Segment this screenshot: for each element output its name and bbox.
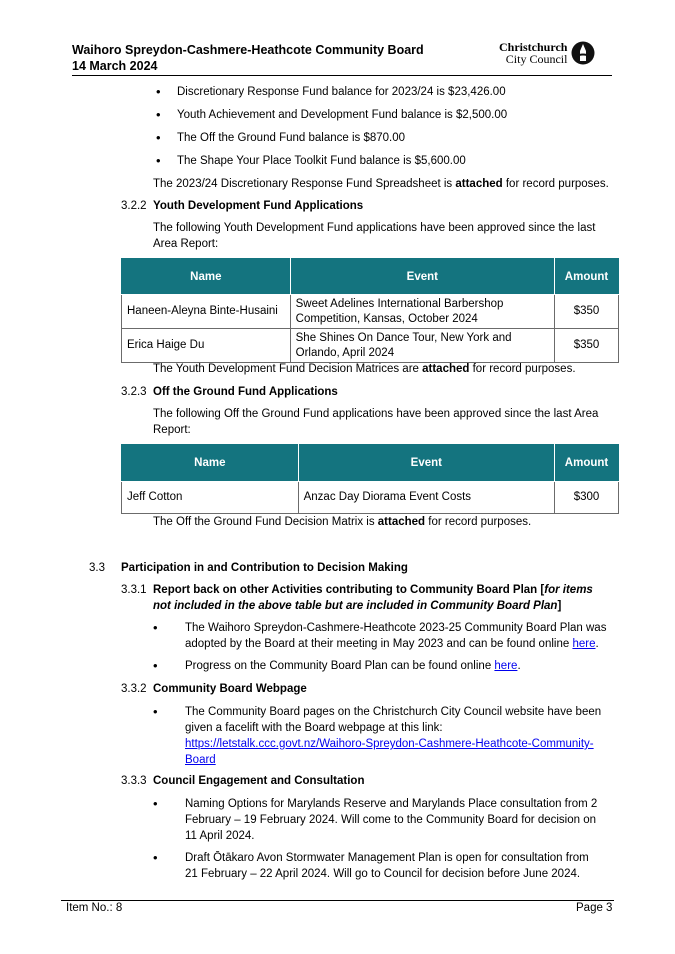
column-header-amount: Amount: [555, 445, 619, 482]
applicant-name: Haneen-Aleyna Binte-Husaini: [122, 295, 291, 329]
amount: $300: [555, 482, 619, 514]
section-intro: The following Off the Ground Fund applications have been approved since the last Area Report:: [153, 408, 599, 436]
logo-line2: City Council: [505, 52, 568, 66]
section-number: 3.3.2: [121, 683, 147, 695]
page-number: Page 3: [576, 902, 613, 914]
list-item: Naming Options for Marylands Reserve and Marylands Place consultation from 2 February – 19 February 2024. Will come to the Community Board for decision on 11 April 2024.: [185, 798, 598, 842]
section-heading: Participation in and Contribution to Decision Making: [121, 562, 408, 574]
bullet-icon: •: [153, 704, 158, 719]
section-number: 3.2.3: [121, 386, 147, 398]
column-header-amount: Amount: [555, 259, 619, 295]
section-heading: Report back on other Activities contributing to Community Board Plan [for items not included in the above table but are included in Community Board Plan]: [153, 584, 593, 612]
list-item: The Shape Your Place Toolkit Fund balance is $5,600.00: [177, 155, 466, 167]
section-number: 3.2.2: [121, 200, 147, 212]
bullet-icon: •: [156, 107, 161, 122]
column-header-event: Event: [290, 259, 554, 295]
header-divider: [72, 75, 612, 76]
applicant-name: Erica Haige Du: [122, 329, 291, 363]
off-ground-fund-table: [121, 444, 619, 514]
list-item: Discretionary Response Fund balance for 2023/24 is $23,426.00: [177, 86, 506, 98]
board-webpage-link[interactable]: https://letstalk.ccc.govt.nz/Waihoro-Spreydon-Cashmere-Heathcote-Community- Board: [185, 738, 594, 766]
event-description: Anzac Day Diorama Event Costs: [298, 482, 554, 514]
applicant-name: Jeff Cotton: [122, 482, 299, 514]
bullet-icon: •: [153, 796, 158, 811]
table-row: [122, 329, 619, 363]
board-plan-progress-link[interactable]: here: [494, 660, 518, 672]
section-heading: Council Engagement and Consultation: [153, 775, 365, 787]
section-intro: The following Youth Development Fund applications have been approved since the last Area Report:: [153, 222, 596, 250]
event-description: Sweet Adelines International Barbershop Competition, Kansas, October 2024: [290, 295, 554, 329]
section-number: 3.3.3: [121, 775, 147, 787]
table-row: [122, 482, 619, 514]
bullet-icon: •: [153, 658, 158, 673]
youth-fund-note: The Youth Development Fund Decision Matrices are attached for record purposes.: [153, 363, 576, 375]
bullet-icon: •: [156, 153, 161, 168]
section-number: 3.3: [89, 562, 105, 574]
column-header-event: Event: [298, 445, 554, 482]
list-item: The Off the Ground Fund balance is $870.00: [177, 132, 406, 144]
column-header-name: Name: [122, 445, 299, 482]
amount: $350: [555, 329, 619, 363]
list-item: Youth Achievement and Development Fund balance is $2,500.00: [177, 109, 508, 121]
section-heading: Youth Development Fund Applications: [153, 200, 364, 212]
cathedral-logo-icon: [571, 41, 595, 65]
bullet-icon: •: [153, 850, 158, 865]
board-plan-link[interactable]: here: [572, 638, 596, 650]
logo-line1: Christchurch: [499, 40, 568, 54]
spreadsheet-note: The 2023/24 Discretionary Response Fund Spreadsheet is attached for record purposes.: [153, 178, 609, 190]
bullet-icon: •: [153, 620, 158, 635]
item-number: Item No.: 8: [66, 902, 123, 914]
board-name: Waihoro Spreydon-Cashmere-Heathcote Community Board: [72, 43, 424, 57]
youth-fund-table: [121, 258, 619, 363]
list-item: The Waihoro Spreydon-Cashmere-Heathcote 2023-25 Community Board Plan was adopted by the Board at their meeting in May 2023 and can be found online here.: [185, 622, 607, 650]
event-description: She Shines On Dance Tour, New York and Orlando, April 2024: [290, 329, 554, 363]
section-number: 3.3.1: [121, 584, 147, 596]
bullet-icon: •: [156, 130, 161, 145]
footer-divider: [61, 900, 614, 901]
document-header-title: [72, 42, 424, 74]
off-ground-note: The Off the Ground Fund Decision Matrix is attached for record purposes.: [153, 516, 532, 528]
list-item: Progress on the Community Board Plan can be found online here.: [185, 660, 521, 672]
section-heading: Community Board Webpage: [153, 683, 307, 695]
list-item: The Community Board pages on the Christchurch City Council website have been given a facelift with the Board webpage at this link: https://letstalk.ccc.govt.nz/Waihoro-Spreydon-Cashmere-Heathcote-Community- Board: [185, 706, 602, 766]
meeting-date: 14 March 2024: [72, 59, 158, 73]
table-row: [122, 295, 619, 329]
council-logo: [499, 41, 595, 65]
column-header-name: Name: [122, 259, 291, 295]
list-item: Draft Ōtākaro Avon Stormwater Management Plan is open for consultation from 21 February – 22 April 2024. Will go to Council for decision before June 2024.: [185, 852, 589, 880]
bullet-icon: •: [156, 84, 161, 99]
section-heading: Off the Ground Fund Applications: [153, 386, 338, 398]
amount: $350: [555, 295, 619, 329]
